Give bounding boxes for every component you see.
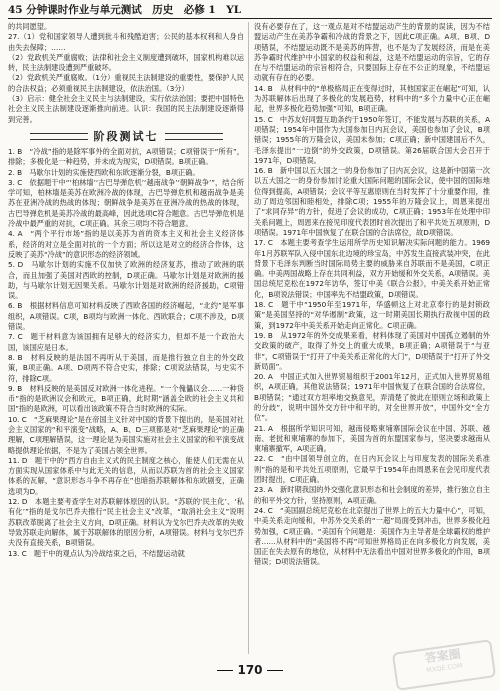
answer-item: 20. A 中国正式加入世界贸易组织于2001年12月，正式加入世界贸易组织，A项正确，其他说法错误；1971年中国恢复了在联合国的合法席位，B项错误；“通过双方坦率地交换意见，弄清楚了彼此在原则立场和政策上的分歧”，说明中国外交方针中和平的，对全世界开放”，中国外交“全方位”。 (254, 372, 490, 423)
answer-item: 15. C 中苏友好同盟互助条约于1950年签订，不能发展与苏联的关系，A项错误；1954年中国作为大国参加日内瓦会议，美国也参加了会议，B项错误；1955年的万隆会议，美国未参加；C项正确；新中国建国后不久，毛泽东提出“一边倒”的外交政策，D项错误。第26届联合国大会召开于1971年，D项错误。 (254, 114, 490, 165)
answer-item: 11. D 题干中的“西方自由主义式的民主制度之核心，能使人们无需在从方面实现从国家体系中与此无关的信息，从而以苏联为首的社会主义国家体系的瓦解，“意识形态斗争不再存在”也暗指苏联解体和东欧剧变，正确选项为D。 (8, 455, 244, 496)
answer-item: 7. C 题干材料意为该国拥有足够大的经济实力，但却不是一个政治大国，该国应是日本。 (8, 332, 244, 352)
answer-item: 8. B 材料反映的是法国不再听从于美国，而是推行独立自主的外交政策，B项正确。A项、D项两不符合史实，排除；C项说法错误，与史实不符，排除C项。 (8, 352, 244, 383)
title-decoration (30, 133, 88, 140)
answer-item: 1. B “冷战”指的是除军事外的全面对抗，A项错误；C项错误于“所有”，排除；多极化是一种趋势，并未成为现实，D项错误。B项正确。 (8, 146, 244, 167)
answer-item: 10. C “芝麻果理论”是在帝国主义针对中国的背景下提出的，是美国对社会主义国家的“和平演变”战略，A、B、D三项都是对“芝麻果理论”的正确理解，C项理解错误，这一理论是为美国实施对社会主义国家的和平演变战略提供理论依据，不是为了美国占领全世界。 (8, 414, 244, 455)
answer-item: 3. C 依据题干中“‘柏林墙’‘古巴导弹危机’‘越南战争’‘朝鲜战争’”，结合所学可知，柏林墙是美苏在欧洲冷战的体现，古巴导弹危机和越南战争是美苏在亚洲冷战的热战的体现；朝鲜战争是美苏在亚洲冷战的热战的体现，古巴导弹危机是美苏冷战的最高峰，因此选项C符合题意。古巴导弹危机是冷战中最严重的对抗，C项正确。其余三项均不符合题意。 (8, 177, 244, 229)
answer-item: 22. C “由中国领导创立的，在日内瓦会议上与印度发表的国际关系准则”指的是和平共处五项原则，它最早于1954年由周恩来在会见印度代表团时提出，C项正确。 (254, 454, 490, 485)
answer-item: 2. B 马歇尔计划的实施使西欧和东欧逐渐分裂，B项正确。 (8, 167, 200, 177)
answer-item: 9. B 材料反映的是美国反对欧洲一体化进程。“一个傀儡议会……一种货币”指的是欧洲议会和欧元，B项正确，此时期“涵盖全欧的社会主义共和国”指的是欧洲，可以看出该政策不符合当时欧洲的实际。 (8, 383, 244, 414)
footer-dash (267, 670, 283, 672)
answer-item: 没有必要存在了，这一观点是对不结盟运动产生的背景的误读，因为不结盟运动产生在美苏争霸和冷战的背景之下，因此C项正确。A项、B项、D项错误，不结盟运动既不是美苏的阵营，也不是为了发展经济，而是在美苏争霸时代维护中小国家的权益和利益，这是不结盟运动的宗旨，它的存在与不结盟运动的宗旨相符合，只要国际上存在不公正的现象，不结盟运动就有存在的必要。 (254, 22, 490, 83)
title-decoration (165, 133, 223, 140)
footer-dash (217, 670, 233, 672)
answer-item: 12. D 本题主要考查学生对苏联解体原因的认识。“苏联的‘民主化’、‘私有化’”指的是戈尔巴乔夫推行“民主社会主义”改革，“取消社会主义”说明苏联改革脱离了社会主义方向，D项正确。材料认为戈尔巴乔夫改革的失败导致苏联走向解体，属于苏联解体的原因分析，A项错误。材料与戈尔巴乔夫没有直接关系，B项错误。 (8, 497, 244, 548)
column-divider (248, 22, 249, 654)
answer-paragraph: （3）启示：健全社会主义民主与法制建设，实行依法治国；要把中国特色社会主义民主法制建设逐渐推向前进。认识：我国的民主法制建设逐渐得到完善。 (8, 94, 244, 124)
left-column (8, 22, 244, 654)
answer-paragraph: 27.（1）党和国家领导人遭到批斗和残酷迫害；公民的基本权利和人身自由失去保障；…… (8, 32, 244, 52)
page-number: 170 (237, 663, 263, 677)
page-header: 45 分钟课时作业与单元测试 历史 必修 1 YL (8, 2, 492, 19)
answer-item: 19. B 从1972年的外交成果来看，材料体现了美国对中国孤立遏制的外交政策的破产，取得了外交上的重大成果，B项正确；A项错误于“与亚非”，C项错误于“打开了中美关系正常化的大门”，D项错误于“打开了外交新局面”。 (254, 330, 490, 371)
answer-item: 4. A “两个平行市场”指的是以美苏为首的资本主义和社会主义经济体系，经济的对立是全面对抗的一个方面；所以这是对立的经济合作体，这反映了美苏“冷战”的意识形态的经济领域。 (8, 229, 244, 259)
right-column (254, 22, 490, 654)
answer-item: 14. B 从材料中的“单极格局正在变得过时，其他国家正在崛起”可知，认为苏联解体后出现了多极化的发展趋势，材料中的“多个力量中心正在崛起，世界多极化趋势加强”可知，B项正确。 (254, 83, 490, 114)
answer-item: 18. C 题干中“1950年至1971年，华盛顿这上对北京奉行的是封锁政策”是美国坚持的“对华遏制”政策，这一时期美国长期执行敌视中国的政策，到1972年中美关系开始走向正常化。C项正确。 (254, 300, 490, 330)
answer-paragraph: 的共同愿望。 (8, 22, 52, 31)
answer-item: 5. D 马歇尔计划的实施不仅加快了欧洲的经济复苏，推动了欧洲的联合，而且加强了美国对西欧的控制，D项正确。马歇尔计划是对欧洲的援助，与马歇尔计划无因果关系。马歇尔计划是对欧洲的经济援助，C项错误。 (8, 260, 244, 301)
answer-item: 17. C 本题主要考查学生运用所学历史知识解决实际问题的能力。1969年1月苏联军队入侵中国东北边境的珍宝岛，中苏发生直接武装冲突，在此背景下毛泽东判断当时国际局势主要的威胁来自苏联而不是美国，C项正确。中美两国战略上存在共同利益，双方开始缓和外交关系，A项错误。美国总统尼克松在1972年访华，签订中美《联合公报》，中美关系开始正常化，B项说法错误；中国率先不结盟政策，D项错误。 (254, 238, 490, 299)
answer-paragraph: （2）党政机关严重腐败。（1分）重视民主法制建设的重要性，要保护人民的合法权益；必须重视民主法制建设，依法治国。（3分） (8, 73, 244, 93)
answer-item: 13. C 题干中的观点认为冷战结束之后，不结盟运动就 (8, 548, 185, 558)
answer-item: 6. B 根据材料信息可知材料反映了西欧各国的经济崛起，“北约”是军事组织，A项错误。C项，B项均与欧洲一体化、西欧联合；C项不涉及，D项错误。 (8, 301, 244, 332)
section-title (8, 129, 244, 144)
answer-item: 16. B 新中国以五大国之一的身份参加了日内瓦会议，这是新中国第一次以五大国之一的身份参加讨论重大国际问题的国际会议，使中国的国际地位得到提高，A项错误；会议平等互惠原则在当时发挥了十分重要作用，推动了周边邻国和睦相处，排除C项；1955年的万隆会议上，周恩来提出了“求同存异”的方针，促进了会议的成功，C项正确；1953年在处理中印关系问题上，周恩来在接见印度代表团时首次提出了和平共处五项原则，D项错误。1971年中国恢复了在联合国的合法席位，故D项错误。 (254, 166, 490, 237)
watermark-main: 答案圈 (423, 646, 462, 666)
watermark-sub: MXQE.COM (425, 661, 464, 675)
answer-paragraph: （2）党政机关严重腐败；法律和社会主义制度遭到破坏，国家机构难以运转，民主法制建设遭到严重破坏。 (8, 52, 244, 73)
answer-item: 23. A 新时期我国的外交强化意识形态和社会制度的差异，推行独立自主的和平外交方针，坚持原则，A项正确。 (254, 485, 490, 505)
section-title-text: 阶段测试七 (93, 129, 159, 143)
answer-item: 24. C “美国副总统尼克松在北京提出了世界上的五大力量中心”，可知，中美关系走向缓和，中苏外交关系的“一超”局面受到冲击，世界多极化趋势加强，C项正确。“美国有个问题是：美国作为主导者是全球霸权的维护者……从材料中的“美国将不再”可知世界格局正在向多极化方向发展，美国正在失去原有的地位，从材料中无法看出中国对世界多极化的作用，B项错误；D项说法错误。 (254, 505, 490, 567)
answer-item: 21. A 根据所学知识可知，越南侵略柬埔寨国际会议在中国、苏联、越南、老挝和柬埔寨的参加下，美国为首的东盟国家参与，坚决要求越南从柬埔寨撤军，A项正确。 (254, 423, 490, 454)
